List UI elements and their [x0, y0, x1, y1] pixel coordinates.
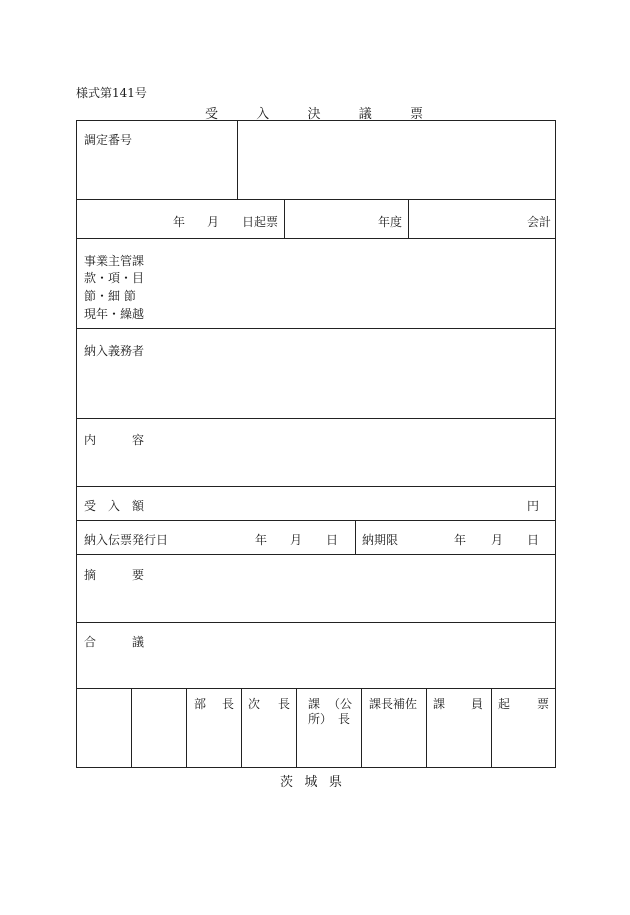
budget-section-label: 節・細 節 [84, 289, 136, 303]
department-head-label: 部 長 [194, 697, 234, 711]
col-divider [491, 688, 492, 768]
prefecture-name: 茨 城 県 [280, 775, 342, 790]
account-label: 会計 [527, 215, 552, 229]
row-divider [77, 554, 555, 555]
council-label: 合 議 [84, 635, 144, 649]
col-divider [361, 688, 362, 768]
issue-year-label: 年 [255, 533, 268, 547]
col-divider [408, 199, 409, 238]
col-divider [237, 121, 238, 199]
col-divider [426, 688, 427, 768]
col-divider [186, 688, 187, 768]
col-divider [284, 199, 285, 238]
assistant-chief-label: 課長補佐 [369, 697, 418, 711]
row-divider [77, 486, 555, 487]
drafter-label: 起 票 [498, 697, 549, 711]
col-divider [296, 688, 297, 768]
managing-section-label: 事業主管課 [84, 254, 145, 268]
yen-unit: 円 [527, 499, 540, 513]
current-carryover-label: 現年・繰越 [84, 307, 145, 321]
adjustment-number-label: 調定番号 [84, 133, 133, 147]
row-divider [77, 328, 555, 329]
draft-year-label: 年 [173, 215, 186, 229]
summary-label: 摘 要 [84, 568, 144, 582]
notice-issue-date-label: 納入伝票発行日 [84, 533, 169, 547]
deputy-head-label: 次 長 [248, 697, 290, 711]
title-char: 票 [409, 107, 423, 122]
title-char: 受 [205, 107, 219, 122]
issue-day-label: 日 [326, 533, 339, 547]
col-divider [131, 688, 132, 768]
col-divider [355, 520, 356, 554]
deadline-month-label: 月 [491, 533, 504, 547]
amount-label: 受 入 額 [84, 499, 144, 513]
row-divider [77, 238, 555, 239]
row-divider [77, 688, 555, 689]
payer-label: 納入義務者 [84, 344, 145, 358]
row-divider [77, 199, 555, 200]
section-chief-label-line1: 課 （公 [308, 697, 352, 711]
payment-deadline-label: 納期限 [362, 533, 399, 547]
row-divider [77, 520, 555, 521]
row-divider [77, 622, 555, 623]
staff-label: 課 員 [433, 697, 483, 711]
title-char: 決 [307, 107, 321, 122]
issue-month-label: 月 [290, 533, 303, 547]
content-label: 内 容 [84, 433, 144, 447]
section-chief-label-line2: 所） 長 [308, 712, 350, 726]
row-divider [77, 418, 555, 419]
deadline-year-label: 年 [454, 533, 467, 547]
budget-item-label: 款・項・目 [84, 271, 145, 285]
title-char: 議 [358, 107, 372, 122]
receipt-resolution-form [76, 120, 556, 768]
deadline-day-label: 日 [527, 533, 540, 547]
form-number: 様式第141号 [76, 86, 147, 100]
draft-month-label: 月 [207, 215, 220, 229]
fiscal-year-label: 年度 [378, 215, 403, 229]
col-divider [241, 688, 242, 768]
title-char: 入 [256, 107, 270, 122]
draft-day-label: 日起票 [242, 215, 279, 229]
